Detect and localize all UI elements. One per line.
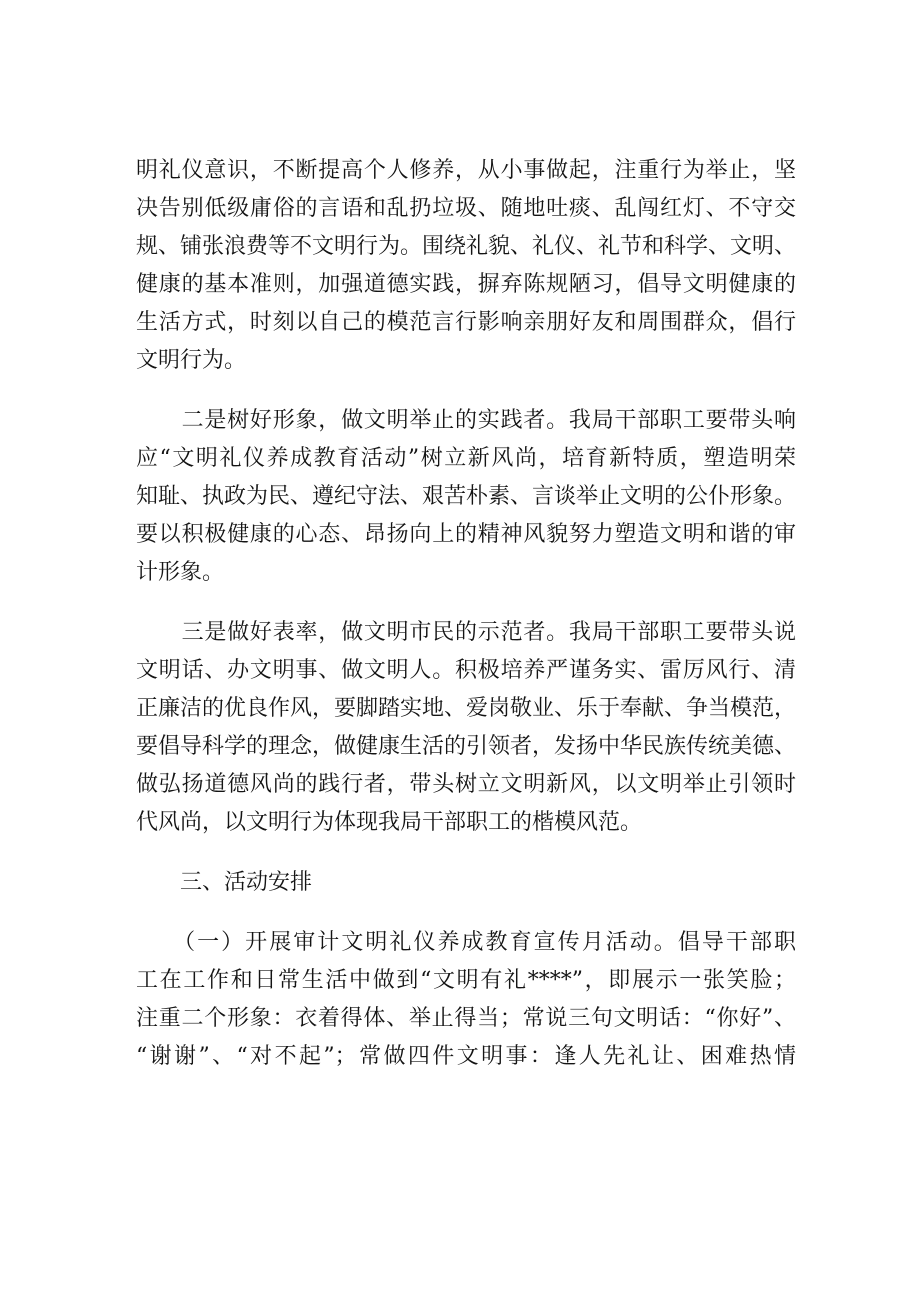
- text-line: 三是做好表率，做文明市民的示范者。我局干部职工要带头说: [136, 620, 796, 645]
- text-line: 正廉洁的优良作风，要脚踏实地、爱岗敬业、乐于奉献、争当模范，: [136, 696, 797, 721]
- text-line: 知耻、执政为民、遵纪守法、艰苦朴素、言谈举止文明的公仆形象。: [136, 484, 797, 509]
- text-line: 工在工作和日常生活中做到“文明有礼****”，即展示一张笑脸；: [136, 968, 796, 993]
- paragraph-civility-awareness: [136, 152, 796, 380]
- text-line: 生活方式，时刻以自己的模范言行影响亲朋好友和周围群众，倡行: [136, 310, 796, 335]
- text-line: 规、铺张浪费等不文明行为。围绕礼貌、礼仪、礼节和科学、文明、: [136, 234, 797, 259]
- text-line: “谢谢”、“对不起”；常做四件文明事：逢人先礼让、困难热情: [136, 1044, 796, 1069]
- text-line: 代风尚，以文明行为体现我局干部职工的楷模风范。: [136, 810, 643, 835]
- text-line: 要以积极健康的心态、昂扬向上的精神风貌努力塑造文明和谐的审: [136, 522, 796, 547]
- text-line: （一）开展审计文明礼仪养成教育宣传月活动。倡导干部职: [136, 930, 796, 955]
- text-line: 明礼仪意识，不断提高个人修养，从小事做起，注重行为举止，坚: [136, 158, 796, 183]
- document-body: [136, 152, 796, 1076]
- text-line: 要倡导科学的理念，做健康生活的引领者，发扬中华民族传统美德、: [136, 734, 797, 759]
- paragraph-publicity-month: [136, 924, 796, 1076]
- paragraph-role-model: [136, 614, 796, 842]
- section-heading: 三、活动安排: [136, 870, 313, 895]
- text-line: 计形象。: [136, 560, 225, 585]
- text-line: 注重二个形象：衣着得体、举止得当；常说三句文明话：“你好”、: [136, 1006, 796, 1031]
- text-line: 决告别低级庸俗的言语和乱扔垃圾、随地吐痰、乱闯红灯、不守交: [136, 196, 796, 221]
- paragraph-good-image: [136, 402, 796, 592]
- text-line: 文明行为。: [136, 348, 247, 373]
- text-line: 做弘扬道德风尚的践行者，带头树立文明新风，以文明举止引领时: [136, 772, 796, 797]
- text-line: 文明话、办文明事、做文明人。积极培养严谨务实、雷厉风行、清: [136, 658, 796, 683]
- text-line: 应“文明礼仪养成教育活动”树立新风尚，培育新特质，塑造明荣: [136, 446, 796, 471]
- text-line: 二是树好形象，做文明举止的实践者。我局干部职工要带头响: [136, 408, 796, 433]
- text-line: 健康的基本准则，加强道德实践，摒弃陈规陋习，倡导文明健康的: [136, 272, 796, 297]
- section-heading-activity-arrangement: [136, 864, 796, 902]
